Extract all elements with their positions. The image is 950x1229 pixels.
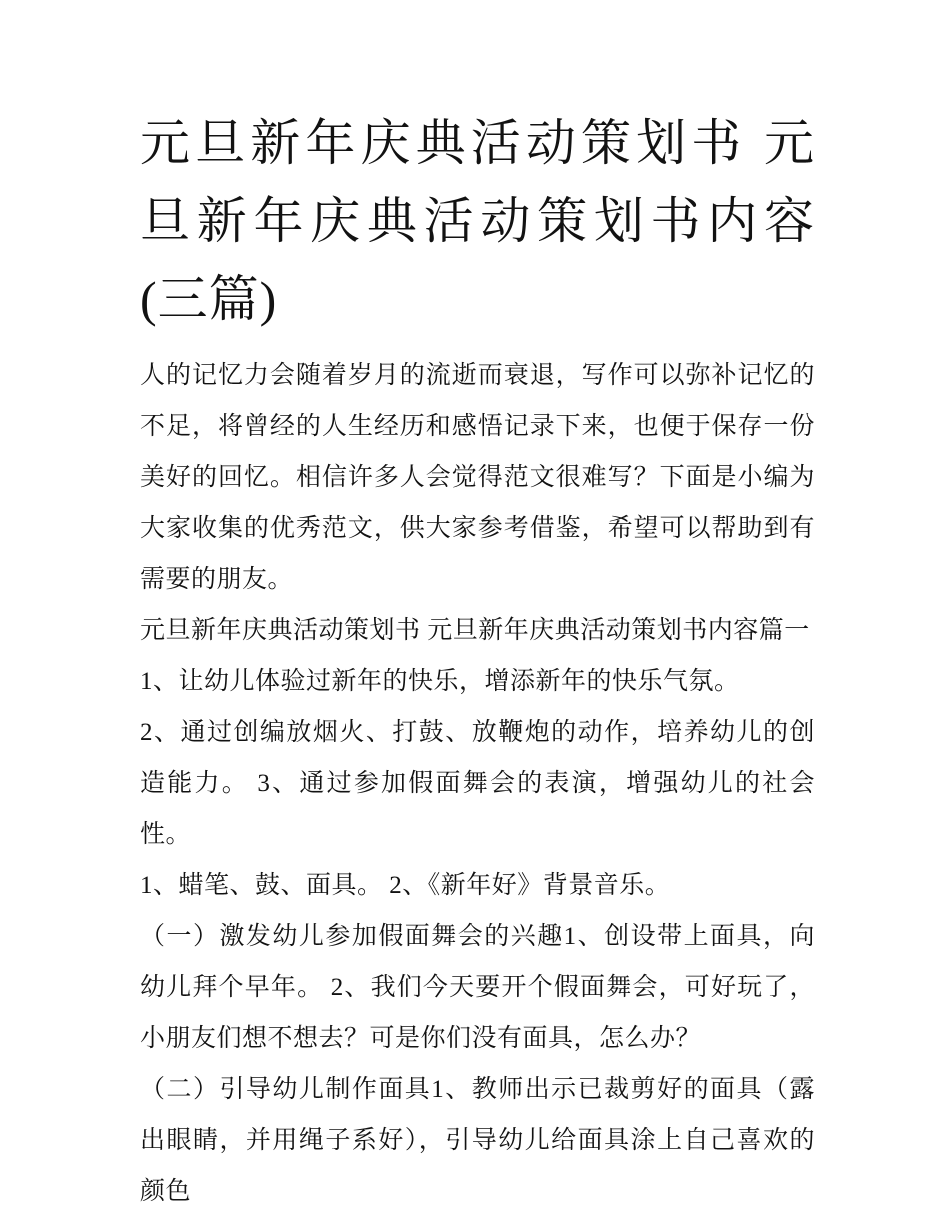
paragraph: 元旦新年庆典活动策划书 元旦新年庆典活动策划书内容篇一 <box>140 617 810 644</box>
paragraph: 1、蜡笔、鼓、面具。 2、《新年好》背景音乐。 <box>140 872 671 899</box>
paragraph: 人的记忆力会随着岁月的流逝而衰退，写作可以弥补记忆的不足，将曾经的人生经历和感悟记录下来，也便于保存一份美好的回忆。相信许多人会觉得范文很难写？下面是小编为大家收集的优秀范文，供大家参考借鉴，希望可以帮助到有需要的朋友。 <box>140 362 815 593</box>
document-body <box>140 350 815 1217</box>
paragraph: （一）激发幼儿参加假面舞会的兴趣1、创设带上面具，向幼儿拜个早年。 2、我们今天要开个假面舞会，可好玩了，小朋友们想不想去？可是你们没有面具，怎么办？ <box>140 923 815 1052</box>
paragraph: 1、让幼儿体验过新年的快乐，增添新年的快乐气氛。 <box>140 668 740 695</box>
document-title: 元旦新年庆典活动策划书 元旦新年庆典活动策划书内容(三篇) <box>140 115 815 327</box>
paragraph: 2、通过创编放烟火、打鼓、放鞭炮的动作，培养幼儿的创造能力。 3、通过参加假面舞会的表演，增强幼儿的社会性。 <box>140 719 815 848</box>
paragraph: （二）引导幼儿制作面具1、教师出示已裁剪好的面具（露出眼睛，并用绳子系好），引导幼儿给面具涂上自己喜欢的颜色 <box>140 1076 815 1205</box>
